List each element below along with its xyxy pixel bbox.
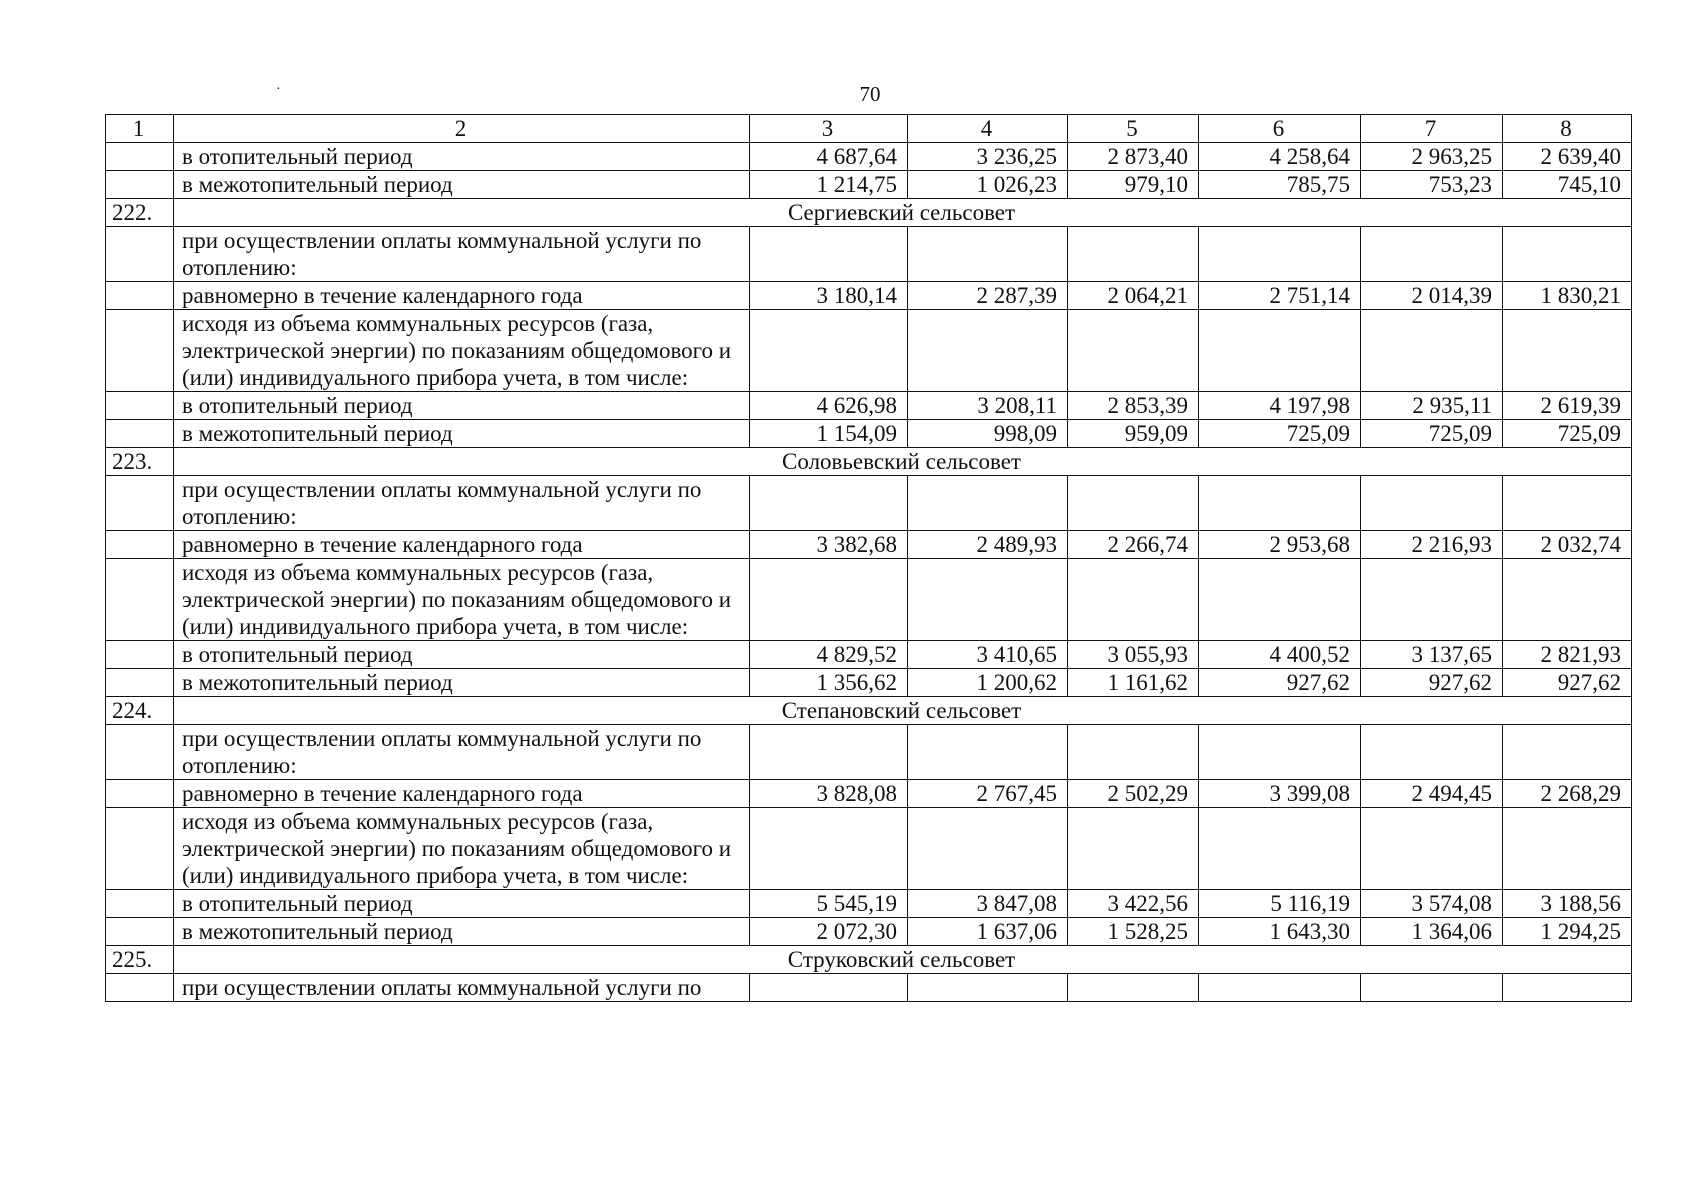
row-label: при осуществлении оплаты коммунальной услуги по — [174, 974, 750, 1002]
section-header-row — [106, 199, 1632, 227]
table-row — [106, 780, 1632, 808]
row-label: в отопительный период — [174, 890, 750, 918]
payment-label-row — [106, 725, 1632, 780]
value-cell — [1361, 476, 1503, 531]
tariff-table — [105, 114, 1632, 1002]
column-number: 3 — [750, 115, 908, 143]
value-cell: 1 200,62 — [908, 669, 1068, 697]
value-cell: 725,09 — [1361, 420, 1503, 448]
section-title: Сергиевский сельсовет — [174, 199, 1632, 227]
value-cell: 927,62 — [1199, 669, 1361, 697]
section-index: 223. — [106, 448, 174, 476]
value-cell — [908, 476, 1068, 531]
value-cell — [1361, 559, 1503, 641]
value-cell — [1503, 476, 1632, 531]
value-cell: 2 266,74 — [1068, 531, 1199, 559]
page-number: 70 — [859, 82, 881, 106]
value-cell — [750, 559, 908, 641]
value-cell: 725,09 — [1503, 420, 1632, 448]
value-cell — [908, 227, 1068, 282]
value-cell: 998,09 — [908, 420, 1068, 448]
row-index-cell — [106, 669, 174, 697]
value-cell — [1068, 974, 1199, 1002]
value-cell: 2 821,93 — [1503, 641, 1632, 669]
row-index-cell — [106, 974, 174, 1002]
column-number: 6 — [1199, 115, 1361, 143]
value-cell: 2 639,40 — [1503, 143, 1632, 171]
row-index-cell — [106, 171, 174, 199]
row-label: в межотопительный период — [174, 918, 750, 946]
value-cell: 725,09 — [1199, 420, 1361, 448]
payment-label-row — [106, 974, 1632, 1002]
value-cell: 2 873,40 — [1068, 143, 1199, 171]
row-label: исходя из объема коммунальных ресурсов (газа, электрической энергии) по показаниям общедомового и (или) индивидуального прибора учета, в том числе: — [174, 310, 750, 392]
row-index-cell — [106, 143, 174, 171]
row-label: равномерно в течение календарного года — [174, 780, 750, 808]
row-index-cell — [106, 918, 174, 946]
value-cell: 2 489,93 — [908, 531, 1068, 559]
value-cell — [750, 310, 908, 392]
value-cell: 1 364,06 — [1361, 918, 1503, 946]
value-cell: 2 032,74 — [1503, 531, 1632, 559]
column-number: 2 — [174, 115, 750, 143]
meter-label-row — [106, 310, 1632, 392]
row-index-cell — [106, 392, 174, 420]
value-cell: 2 014,39 — [1361, 282, 1503, 310]
value-cell: 2 853,39 — [1068, 392, 1199, 420]
value-cell: 927,62 — [1361, 669, 1503, 697]
table-row — [106, 171, 1632, 199]
value-cell: 3 180,14 — [750, 282, 908, 310]
value-cell — [1503, 559, 1632, 641]
value-cell: 2 767,45 — [908, 780, 1068, 808]
value-cell — [1503, 310, 1632, 392]
value-cell: 3 574,08 — [1361, 890, 1503, 918]
value-cell — [750, 725, 908, 780]
value-cell: 2 953,68 — [1199, 531, 1361, 559]
row-label: при осуществлении оплаты коммунальной услуги по отоплению: — [174, 725, 750, 780]
value-cell — [1361, 725, 1503, 780]
value-cell: 1 637,06 — [908, 918, 1068, 946]
value-cell: 979,10 — [1068, 171, 1199, 199]
value-cell — [1068, 725, 1199, 780]
row-label: при осуществлении оплаты коммунальной услуги по отоплению: — [174, 476, 750, 531]
row-label: равномерно в течение календарного года — [174, 531, 750, 559]
row-label: исходя из объема коммунальных ресурсов (газа, электрической энергии) по показаниям общедомового и (или) индивидуального прибора учета, в том числе: — [174, 559, 750, 641]
value-cell: 2 935,11 — [1361, 392, 1503, 420]
value-cell — [1068, 808, 1199, 890]
value-cell: 3 137,65 — [1361, 641, 1503, 669]
value-cell: 1 214,75 — [750, 171, 908, 199]
section-header-row — [106, 697, 1632, 725]
value-cell — [1199, 559, 1361, 641]
value-cell — [908, 310, 1068, 392]
row-index-cell — [106, 559, 174, 641]
table-row — [106, 669, 1632, 697]
value-cell: 745,10 — [1503, 171, 1632, 199]
value-cell — [1503, 808, 1632, 890]
value-cell: 2 619,39 — [1503, 392, 1632, 420]
value-cell — [1199, 808, 1361, 890]
table-row — [106, 282, 1632, 310]
value-cell: 1 830,21 — [1503, 282, 1632, 310]
value-cell: 1 528,25 — [1068, 918, 1199, 946]
section-index: 224. — [106, 697, 174, 725]
table-row — [106, 392, 1632, 420]
column-number: 8 — [1503, 115, 1632, 143]
row-index-cell — [106, 890, 174, 918]
row-label: равномерно в течение календарного года — [174, 282, 750, 310]
table-row — [106, 918, 1632, 946]
value-cell — [1503, 725, 1632, 780]
value-cell: 3 382,68 — [750, 531, 908, 559]
value-cell: 4 197,98 — [1199, 392, 1361, 420]
value-cell — [1068, 476, 1199, 531]
value-cell: 2 072,30 — [750, 918, 908, 946]
row-label: в межотопительный период — [174, 171, 750, 199]
section-title: Степановский сельсовет — [174, 697, 1632, 725]
section-index: 225. — [106, 946, 174, 974]
row-index-cell — [106, 531, 174, 559]
value-cell — [1361, 310, 1503, 392]
value-cell — [908, 974, 1068, 1002]
value-cell: 3 399,08 — [1199, 780, 1361, 808]
row-index-cell — [106, 780, 174, 808]
row-index-cell — [106, 227, 174, 282]
value-cell — [1068, 310, 1199, 392]
value-cell: 3 055,93 — [1068, 641, 1199, 669]
meter-label-row — [106, 559, 1632, 641]
value-cell — [750, 974, 908, 1002]
value-cell: 3 410,65 — [908, 641, 1068, 669]
table-row — [106, 641, 1632, 669]
value-cell: 5 545,19 — [750, 890, 908, 918]
value-cell — [1199, 974, 1361, 1002]
row-label: в отопительный период — [174, 641, 750, 669]
value-cell: 3 188,56 — [1503, 890, 1632, 918]
row-label: в межотопительный период — [174, 669, 750, 697]
value-cell — [908, 559, 1068, 641]
value-cell — [750, 808, 908, 890]
value-cell — [908, 808, 1068, 890]
value-cell: 927,62 — [1503, 669, 1632, 697]
value-cell — [1503, 974, 1632, 1002]
scan-mark: · — [276, 82, 281, 97]
table-row — [106, 420, 1632, 448]
table-row — [106, 531, 1632, 559]
payment-label-row — [106, 227, 1632, 282]
value-cell: 959,09 — [1068, 420, 1199, 448]
value-cell — [750, 476, 908, 531]
value-cell: 1 026,23 — [908, 171, 1068, 199]
section-title: Струковский сельсовет — [174, 946, 1632, 974]
section-header-row — [106, 448, 1632, 476]
section-index: 222. — [106, 199, 174, 227]
value-cell: 1 356,62 — [750, 669, 908, 697]
value-cell: 2 268,29 — [1503, 780, 1632, 808]
value-cell: 5 116,19 — [1199, 890, 1361, 918]
value-cell: 3 847,08 — [908, 890, 1068, 918]
value-cell: 1 294,25 — [1503, 918, 1632, 946]
row-index-cell — [106, 282, 174, 310]
column-number: 4 — [908, 115, 1068, 143]
payment-label-row — [106, 476, 1632, 531]
value-cell — [1068, 227, 1199, 282]
value-cell — [1199, 476, 1361, 531]
value-cell: 1 154,09 — [750, 420, 908, 448]
value-cell: 1 643,30 — [1199, 918, 1361, 946]
value-cell: 4 687,64 — [750, 143, 908, 171]
column-number-row — [106, 115, 1632, 143]
row-index-cell — [106, 476, 174, 531]
meter-label-row — [106, 808, 1632, 890]
column-number: 1 — [106, 115, 174, 143]
value-cell: 4 829,52 — [750, 641, 908, 669]
value-cell — [1199, 725, 1361, 780]
value-cell: 3 422,56 — [1068, 890, 1199, 918]
value-cell — [908, 725, 1068, 780]
value-cell — [1361, 808, 1503, 890]
value-cell — [1199, 310, 1361, 392]
value-cell: 785,75 — [1199, 171, 1361, 199]
value-cell: 2 216,93 — [1361, 531, 1503, 559]
row-index-cell — [106, 641, 174, 669]
section-title: Соловьевский сельсовет — [174, 448, 1632, 476]
value-cell — [1361, 974, 1503, 1002]
value-cell: 4 258,64 — [1199, 143, 1361, 171]
value-cell: 2 751,14 — [1199, 282, 1361, 310]
row-index-cell — [106, 310, 174, 392]
value-cell — [1068, 559, 1199, 641]
row-index-cell — [106, 420, 174, 448]
value-cell: 4 400,52 — [1199, 641, 1361, 669]
value-cell: 2 064,21 — [1068, 282, 1199, 310]
table-row — [106, 890, 1632, 918]
value-cell: 3 828,08 — [750, 780, 908, 808]
value-cell: 4 626,98 — [750, 392, 908, 420]
value-cell — [750, 227, 908, 282]
row-label: в межотопительный период — [174, 420, 750, 448]
column-number: 5 — [1068, 115, 1199, 143]
value-cell: 2 502,29 — [1068, 780, 1199, 808]
value-cell: 3 208,11 — [908, 392, 1068, 420]
value-cell: 2 287,39 — [908, 282, 1068, 310]
row-label: при осуществлении оплаты коммунальной услуги по отоплению: — [174, 227, 750, 282]
value-cell: 2 963,25 — [1361, 143, 1503, 171]
value-cell: 1 161,62 — [1068, 669, 1199, 697]
value-cell — [1503, 227, 1632, 282]
row-label: в отопительный период — [174, 392, 750, 420]
table-body — [106, 115, 1632, 1002]
value-cell: 3 236,25 — [908, 143, 1068, 171]
row-index-cell — [106, 808, 174, 890]
value-cell: 753,23 — [1361, 171, 1503, 199]
row-index-cell — [106, 725, 174, 780]
row-label: исходя из объема коммунальных ресурсов (газа, электрической энергии) по показаниям общедомового и (или) индивидуального прибора учета, в том числе: — [174, 808, 750, 890]
table-row — [106, 143, 1632, 171]
value-cell — [1361, 227, 1503, 282]
value-cell: 2 494,45 — [1361, 780, 1503, 808]
row-label: в отопительный период — [174, 143, 750, 171]
value-cell — [1199, 227, 1361, 282]
section-header-row — [106, 946, 1632, 974]
column-number: 7 — [1361, 115, 1503, 143]
